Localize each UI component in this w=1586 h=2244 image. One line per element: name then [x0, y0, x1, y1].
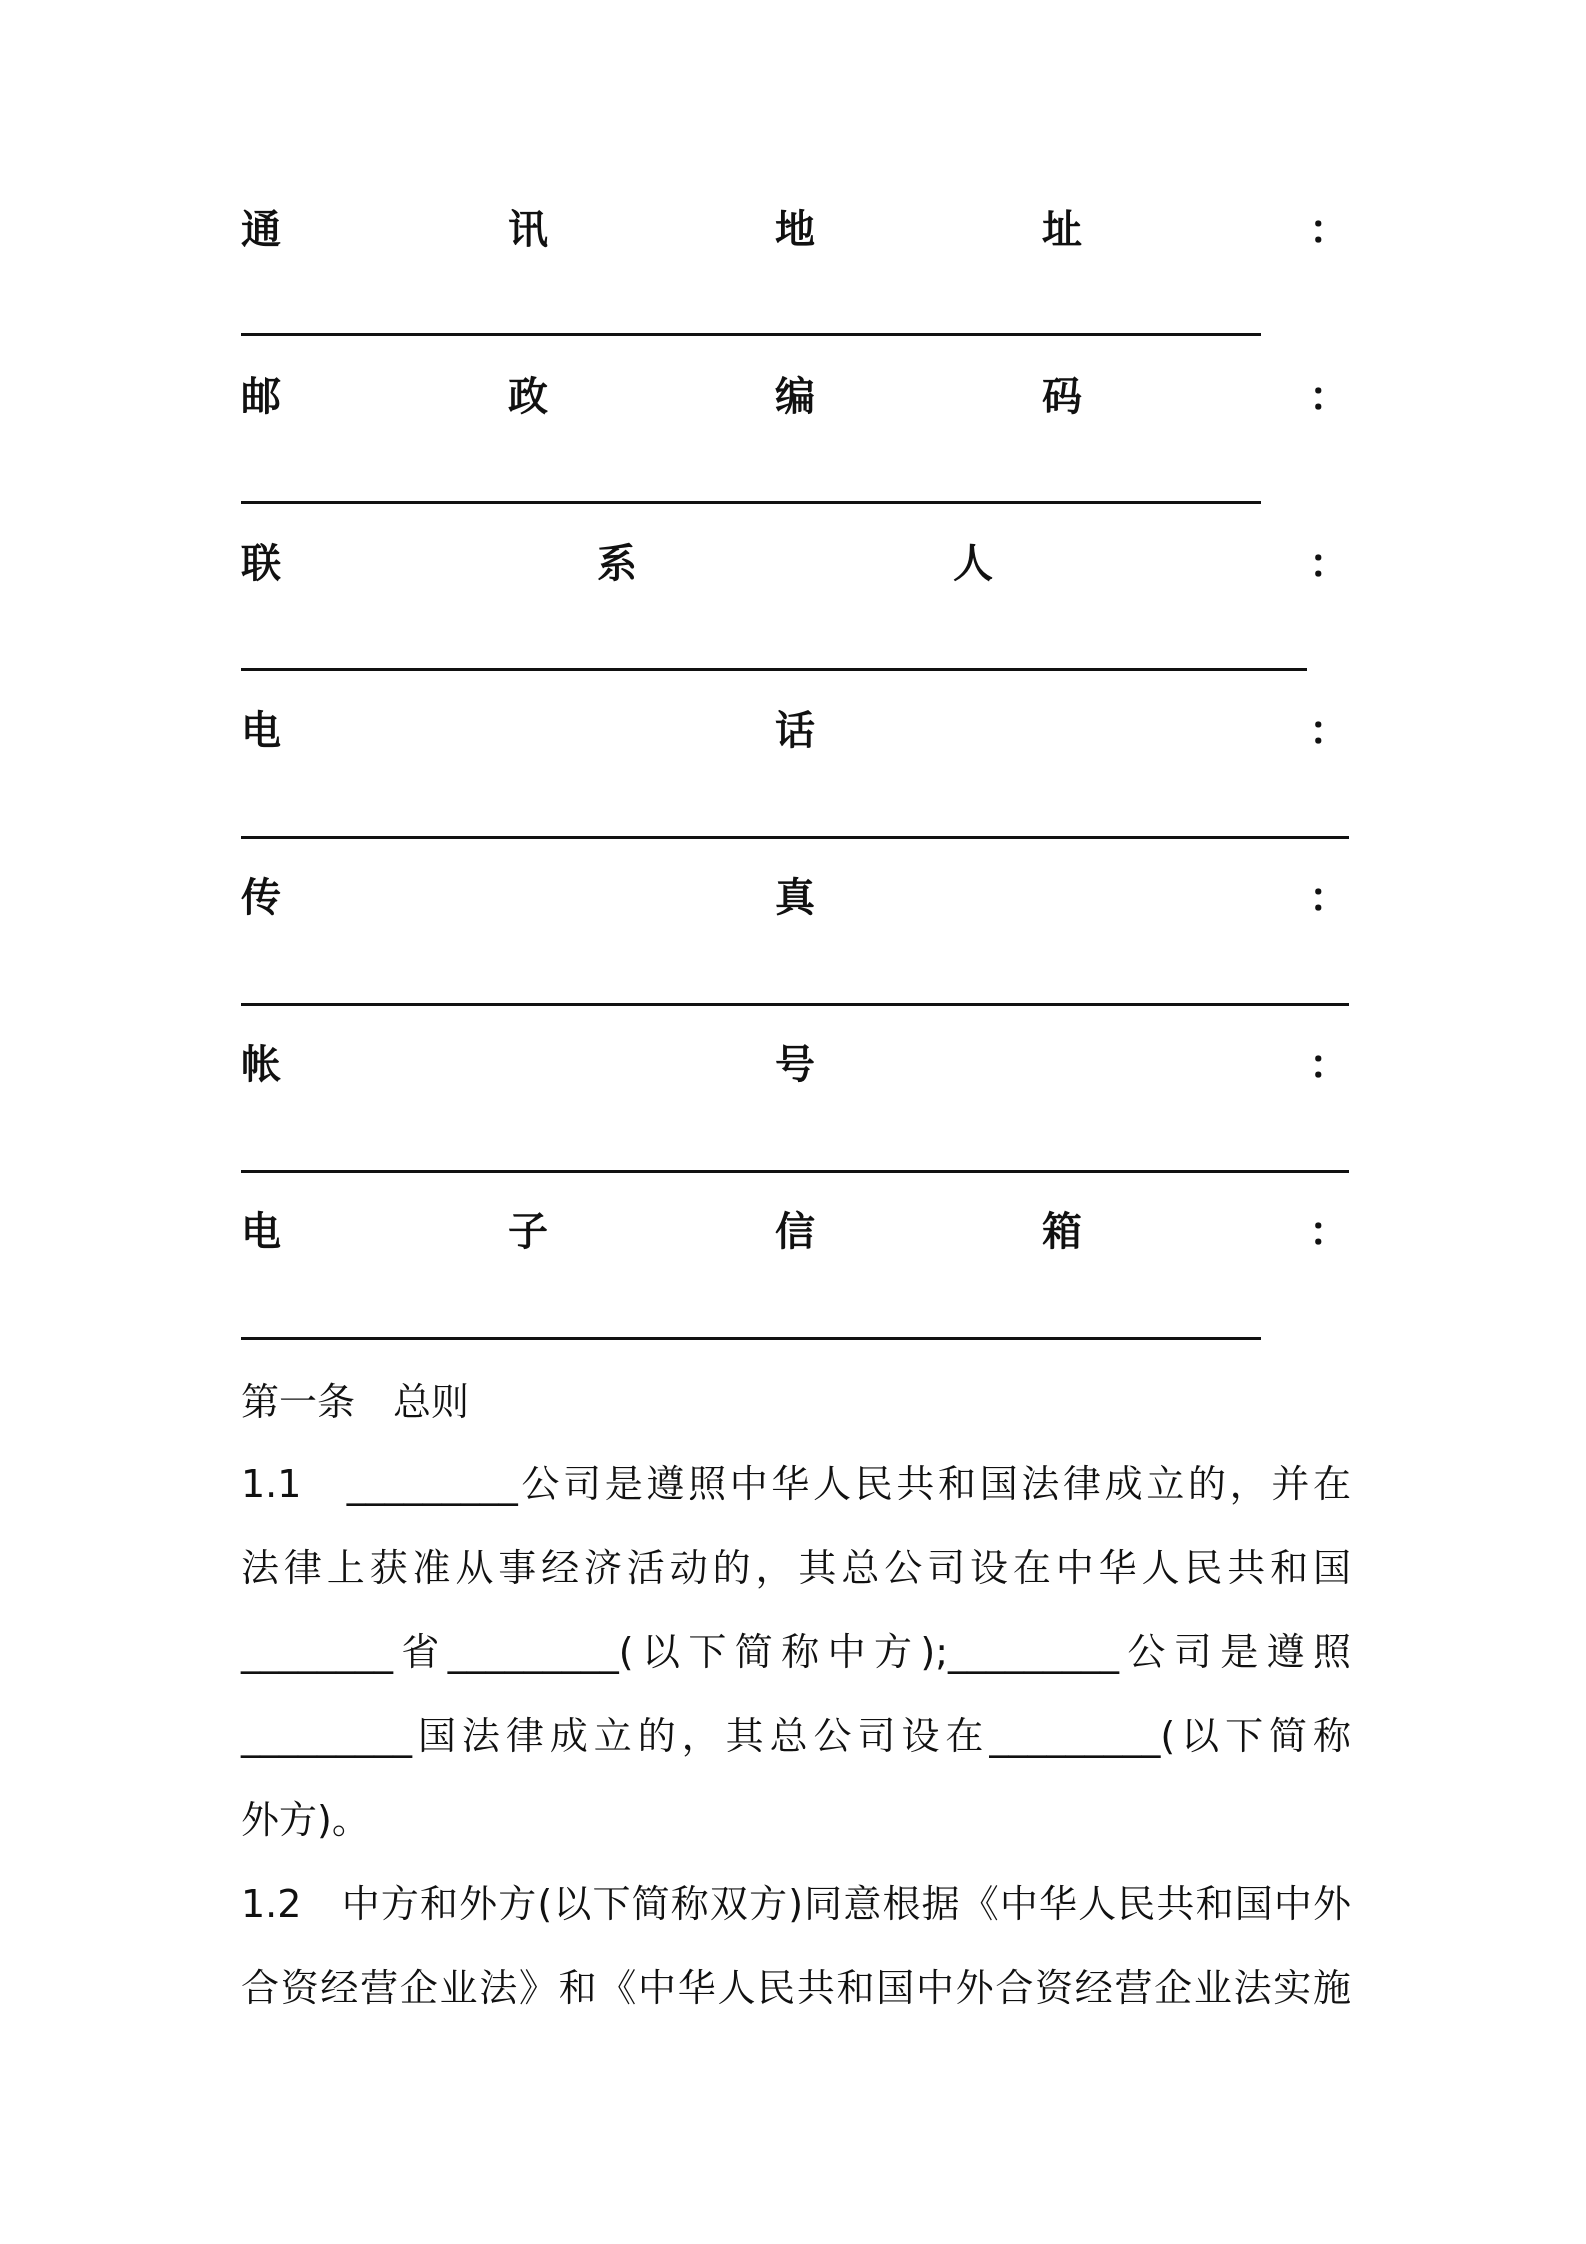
field-char: 邮: [241, 374, 281, 420]
text-line: 合资经营企业法》和《中华人民共和国中外合资经营企业法实施: [241, 1966, 1351, 2010]
blank-line-phone[interactable]: [241, 836, 1349, 839]
field-label-postcode: [241, 367, 1349, 427]
field-char: 联: [241, 541, 281, 587]
field-char: 讯: [508, 207, 548, 253]
field-char: 人: [953, 541, 993, 587]
field-char: 箱: [1042, 1209, 1082, 1255]
blank-line-email[interactable]: [241, 1337, 1261, 1340]
field-char: 地: [775, 207, 815, 253]
field-char: 系: [597, 541, 637, 587]
field-char: 话: [775, 708, 815, 754]
field-char: 真: [775, 875, 815, 921]
field-colon: ：: [1309, 708, 1349, 754]
blank-line-address[interactable]: [241, 333, 1261, 336]
text-line: 外方)。: [241, 1798, 370, 1842]
blank-line-postcode[interactable]: [241, 501, 1261, 504]
field-label-contact: [241, 534, 1349, 594]
field-label-email: [241, 1202, 1349, 1262]
blank-line-fax[interactable]: [241, 1003, 1349, 1006]
field-label-fax: [241, 868, 1349, 928]
field-char: 址: [1042, 207, 1082, 253]
field-char: 电: [241, 1209, 281, 1255]
field-colon: ：: [1309, 207, 1349, 253]
blank-line-contact[interactable]: [241, 668, 1307, 671]
field-char: 电: [241, 708, 281, 754]
field-char: 子: [508, 1209, 548, 1255]
text-line: 法律上获准从事经济活动的，其总公司设在中华人民共和国: [241, 1546, 1351, 1590]
field-colon: ：: [1309, 1042, 1349, 1088]
field-char: 传: [241, 875, 281, 921]
field-colon: ：: [1309, 374, 1349, 420]
field-label-phone: [241, 701, 1349, 761]
field-char: 信: [775, 1209, 815, 1255]
field-char: 帐: [241, 1042, 281, 1088]
article-heading: 第一条 总则: [241, 1380, 470, 1424]
text-line: 1.2 中方和外方(以下简称双方)同意根据《中华人民共和国中外: [241, 1882, 1351, 1926]
clause-1-1: [241, 1442, 1351, 1862]
text-line: ________省_________(以下简称中方);_________公司是遵照: [241, 1630, 1351, 1674]
blank-line-account[interactable]: [241, 1170, 1349, 1173]
field-char: 号: [775, 1042, 815, 1088]
field-colon: ：: [1309, 875, 1349, 921]
clause-1-2: [241, 1862, 1351, 2030]
field-char: 通: [241, 207, 281, 253]
field-colon: ：: [1309, 1209, 1349, 1255]
field-char: 码: [1042, 374, 1082, 420]
text-line: 1.1 _________公司是遵照中华人民共和国法律成立的，并在: [241, 1462, 1351, 1506]
field-colon: ：: [1309, 541, 1349, 587]
field-char: 编: [775, 374, 815, 420]
field-label-address: [241, 200, 1349, 260]
text-line: _________国法律成立的，其总公司设在_________(以下简称: [241, 1714, 1351, 1758]
field-label-account: [241, 1035, 1349, 1095]
field-char: 政: [508, 374, 548, 420]
